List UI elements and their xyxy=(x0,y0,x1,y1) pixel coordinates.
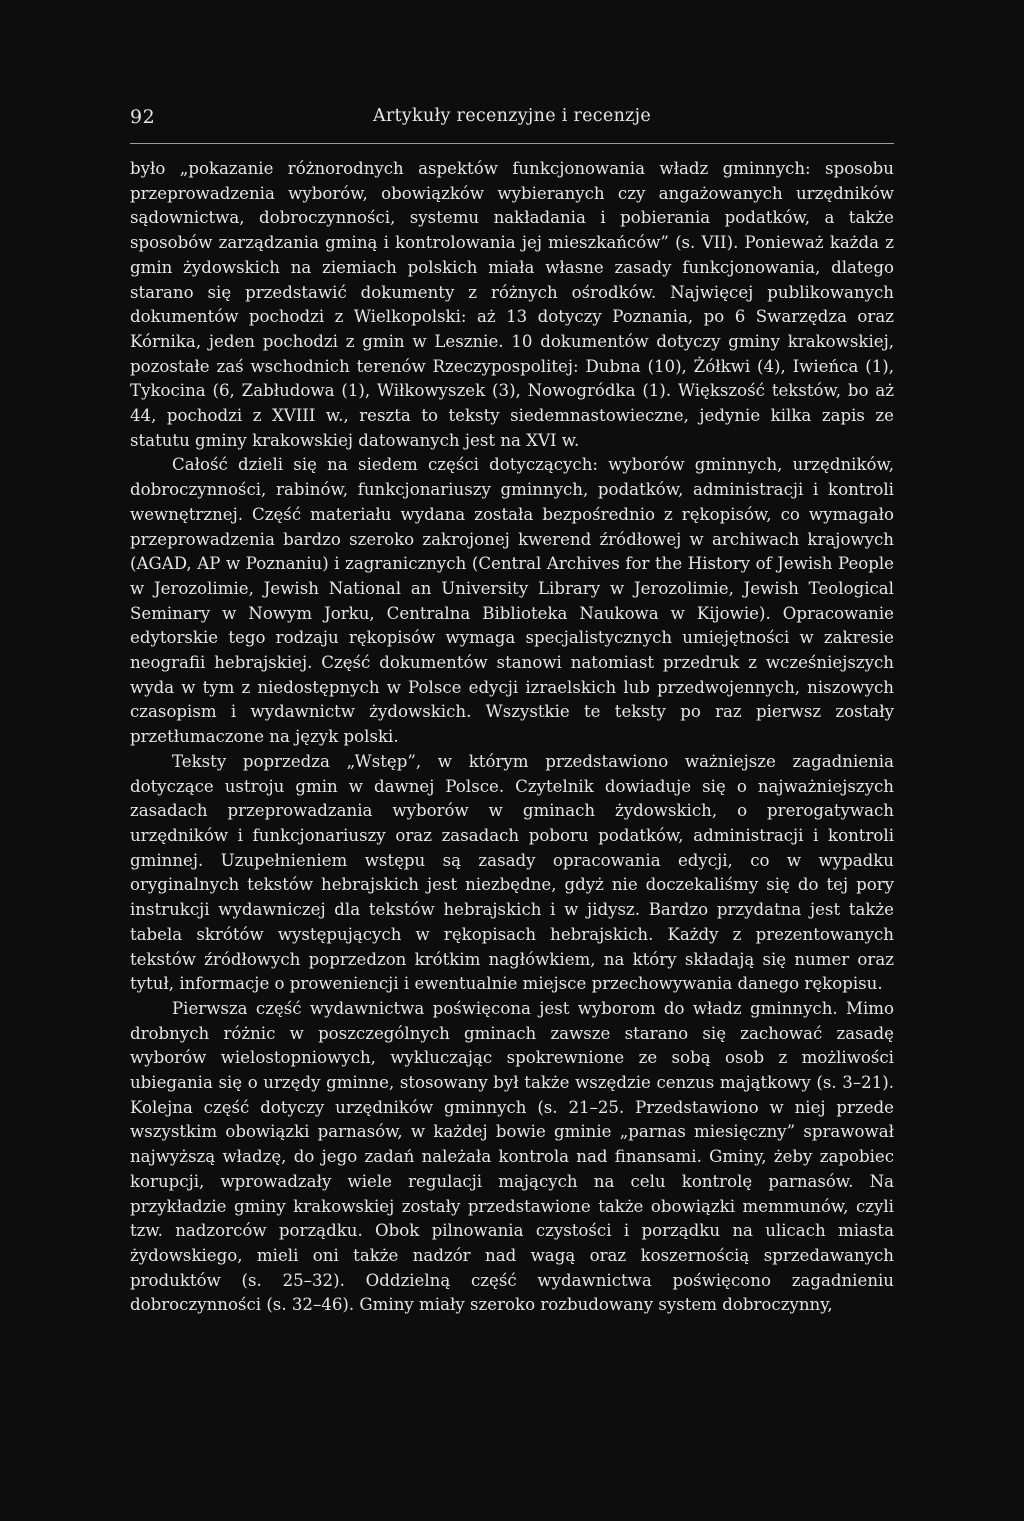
paragraph-2: Całość dzieli się na siedem części dotyczących: wyborów gminnych, urzędników, dobroczynności, rabinów, funkcjonariuszy gminnych, podatków, administracji i kontroli wewnętrznej. Część materiału wydana została bezpośrednio z rękopisów, co wymagało przeprowadzenia bardzo szeroko zakrojonej kwerend źródłowej w archiwach krajowych (AGAD, AP w Poznaniu) i zagranicznych (Central Archives for the History of Jewish People w Jerozolimie, Jewish National an University Library w Jerozolimie, Jewish Teological Seminary w Nowym Jorku, Centralna Biblioteka Naukowa w Kijowie). Opracowanie edytorskie tego rodzaju rękopisów wymaga specjalistycznych umiejętności w zakresie neografii hebrajskiej. Część dokumentów stanowi natomiast przedruk z wcześniejszych wyda w tym z niedostępnych w Polsce edycji izraelskich lub przedwojennych, niszowych czasopism i wydawnictw żydowskich. Wszystkie te teksty po raz pierwsz zostały przetłumaczone na język polski. xyxy=(130,455,894,747)
paragraph-3: Teksty poprzedza „Wstęp”, w którym przedstawiono ważniejsze zagadnienia dotyczące ustroju gmin w dawnej Polsce. Czytelnik dowiaduje się o najważniejszych zasadach przeprowadzania wyborów w gminach żydowskich, o prerogatywach urzędników i funkcjonariuszy oraz zasadach poboru podatków, administracji i kontroli gminnej. Uzupełnieniem wstępu są zasady opracowania edycji, co w wypadku oryginalnych tekstów hebrajskich jest niezbędne, gdyż nie doczekaliśmy się do tej pory instrukcji wydawniczej dla tekstów hebrajskich i w jidysz. Bardzo przydatna jest także tabela skrótów występujących w rękopisach hebrajskich. Każdy z prezentowanych tekstów źródłowych poprzedzon krótkim nagłówkiem, na który składają się numer oraz tytuł, informacje o proweniencji i ewentualnie miejsce przechowywania danego rękopisu. xyxy=(130,751,894,994)
paragraph-1: było „pokazanie różnorodnych aspektów funkcjonowania władz gminnych: sposobu przeprowadzenia wyborów, obowiązków wybieranych czy angażowanych urzędników sądownictwa, dobroczynności, systemu nakładania i pobierania podatków, a także sposobów zarządzania gminą i kontrolowania jej mieszkańców” (s. VII). Ponieważ każda z gmin żydowskich na ziemiach polskich miała własne zasady funkcjonowania, dlatego starano się przedstawić dokumenty z różnych ośrodków. Najwięcej publikowanych dokumentów pochodzi z Wielkopolski: aż 13 dotyczy Poznania, po 6 Swarzędza oraz Kórnika, jeden pochodzi z gmin w Lesznie. 10 dokumentów dotyczy gminy krakowskiej, pozostałe zaś wschodnich terenów Rzeczypospolitej: Dubna (10), Żółkwi (4), Iwieńca (1), Tykocina (6, Zabłudowa (1), Wiłkowyszek (3), Nowogródka (1). Większość tekstów, bo aż 44, pochodzi z XVIII w., reszta to teksty siedemnastowieczne, jedynie kilka zapis ze statutu gminy krakowskiej datowanych jest na XVI w. xyxy=(130,159,894,450)
page-number: 92 xyxy=(130,106,156,128)
paragraph-4: Pierwsza część wydawnictwa poświęcona jest wyborom do władz gminnych. Mimo drobnych różnic w poszczególnych gminach zawsze starano się zachować zasadę wyborów wielostopniowych, wykluczając spokrewnione ze sobą osob z możliwości ubiegania się o urzędy gminne, stosowany był także wszędzie cenzus majątkowy (s. 3–21). Kolejna część dotyczy urzędników gminnych (s. 21–25. Przedstawiono w niej przede wszystkim obowiązki parnasów, w każdej bowie gminie „parnas miesięczny” sprawował najwyższą władzę, do jego zadań należała kontrola nad finansami. Gminy, żeby zapobiec korupcji, wprowadzały wiele regulacji mających na celu kontrolę parnasów. Na przykładzie gminy krakowskiej zostały przedstawione także obowiązki memmunów, czyli tzw. nadzorców porządku. Obok pilnowania czystości i porządku na ulicach miasta żydowskiego, mieli oni także nadzór nad wagą oraz koszernością sprzedawanych produktów (s. 25–32). Oddzielną część wydawnictwa poświęcono zagadnieniu dobroczynności (s. 32–46). Gminy miały szeroko rozbudowany system dobroczynny, xyxy=(130,998,894,1315)
running-title: Artykuły recenzyjne i recenzje xyxy=(372,106,652,126)
header-rule xyxy=(130,143,894,144)
body-text xyxy=(130,157,894,1318)
page-header xyxy=(130,106,894,136)
